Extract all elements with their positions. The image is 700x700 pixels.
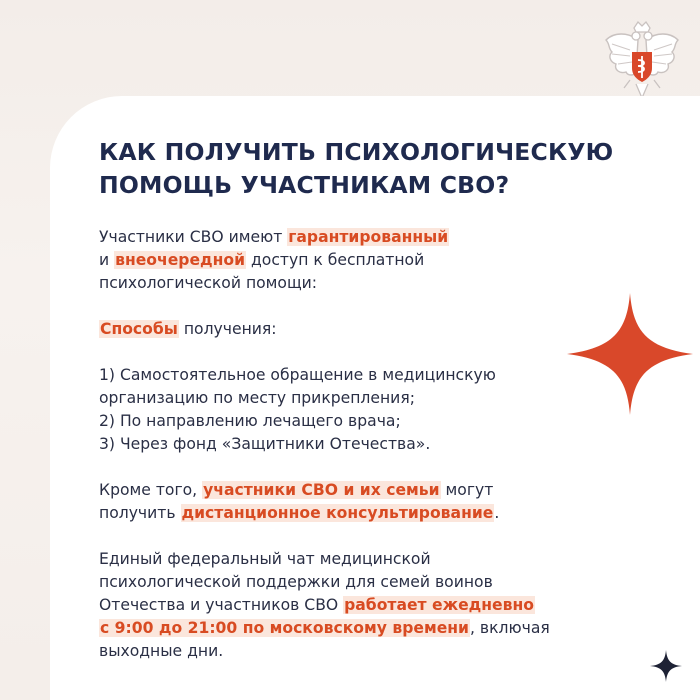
intro-text: доступ к бесплатной xyxy=(246,251,425,269)
remote-line xyxy=(99,502,599,525)
method-item: организацию по месту прикрепления; xyxy=(99,389,415,407)
remote-line xyxy=(99,479,599,502)
highlight-text: Способы xyxy=(100,320,178,338)
title-line: ПОМОЩЬ УЧАСТНИКАМ СВО? xyxy=(99,171,510,199)
highlight-text: внеочередной xyxy=(115,251,246,269)
chat-text: Отечества и участников СВО xyxy=(99,596,344,614)
highlight-text: гарантированный xyxy=(288,228,449,246)
sparkle-icon xyxy=(650,650,682,682)
four-point-star-icon xyxy=(567,293,693,415)
chat-line: Единый федеральный чат медицинской xyxy=(99,550,431,568)
remote-text: могут xyxy=(440,481,494,499)
chat-line: психологической поддержки для семей воинов xyxy=(99,573,493,591)
remote-text: Кроме того, xyxy=(99,481,203,499)
highlight-text: работает ежедневно xyxy=(344,596,534,614)
remote-text: получить xyxy=(99,504,181,522)
intro-line xyxy=(99,249,599,272)
title-line: КАК ПОЛУЧИТЬ ПСИХОЛОГИЧЕСКУЮ xyxy=(99,138,614,166)
method-item: 3) Через фонд «Защитники Отечества». xyxy=(99,435,431,453)
page-title xyxy=(99,136,619,202)
chat-text: , включая xyxy=(469,619,550,637)
method-item: 1) Самостоятельное обращение в медицинскую xyxy=(99,366,496,384)
intro-line xyxy=(99,226,599,249)
highlight-text: дистанционное консультирование xyxy=(181,504,494,522)
ministry-emblem-icon xyxy=(600,18,684,104)
method-item: 2) По направлению лечащего врача; xyxy=(99,412,401,430)
chat-line xyxy=(99,594,599,617)
chat-line xyxy=(99,617,599,640)
body-text xyxy=(99,226,599,663)
intro-text: Участники СВО имеют xyxy=(99,228,288,246)
intro-text: и xyxy=(99,251,115,269)
remote-text: . xyxy=(494,504,500,522)
chat-line: выходные дни. xyxy=(99,642,224,660)
methods-heading xyxy=(99,318,599,341)
intro-line: психологической помощи: xyxy=(99,274,318,292)
methods-heading-text: получения: xyxy=(178,320,277,338)
highlight-text: с 9:00 до 21:00 по московскому времени xyxy=(100,619,469,637)
highlight-text: участники СВО и их семьи xyxy=(203,481,440,499)
